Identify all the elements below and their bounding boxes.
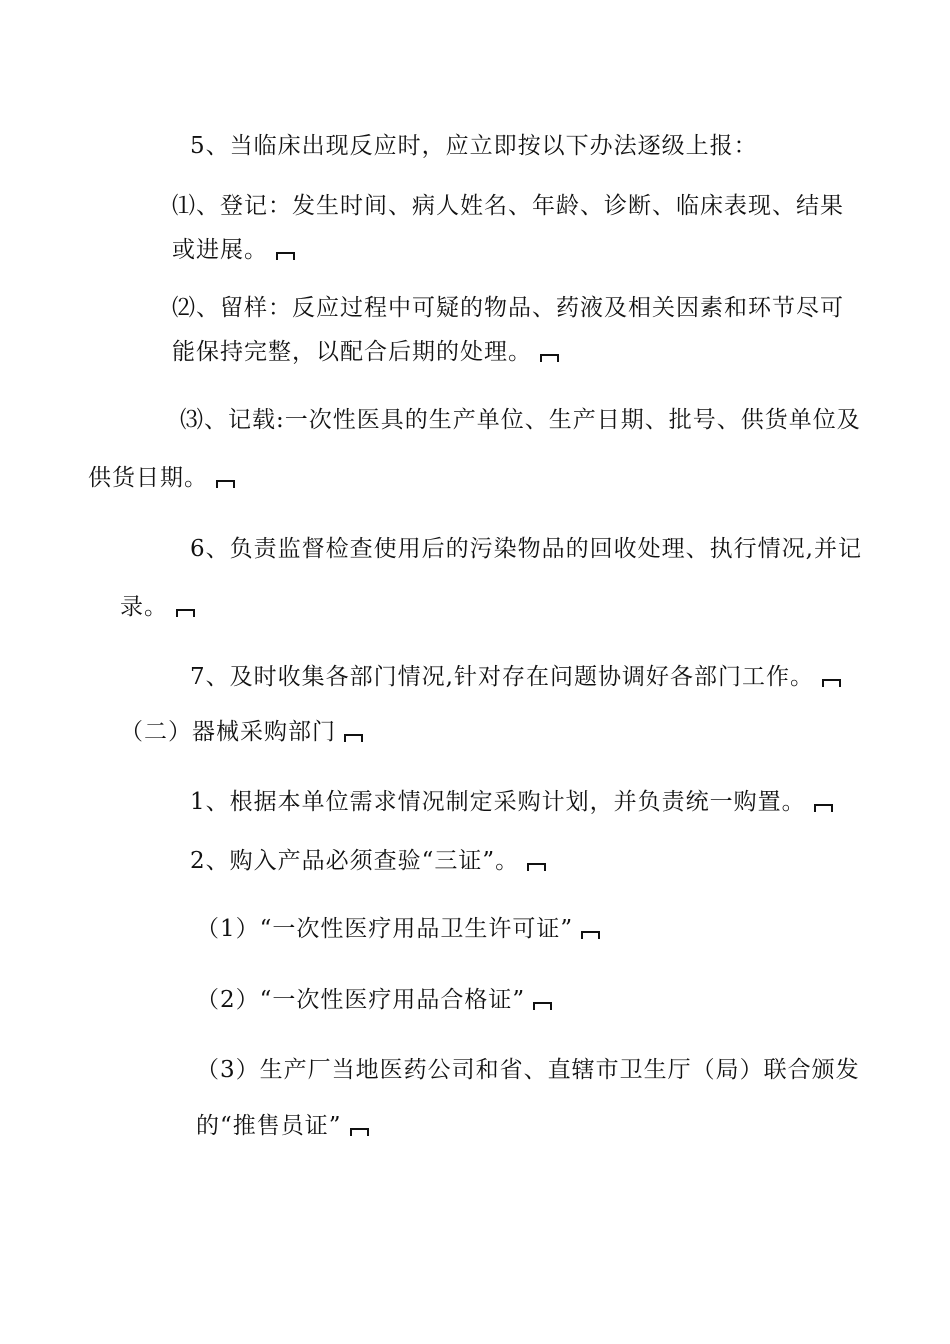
line-text: ⑵、留样：反应过程中可疑的物品、药液及相关因素和环节尽可	[172, 295, 844, 321]
line-text: 的“推售员证”	[196, 1113, 342, 1139]
paragraph-line-2	[172, 190, 844, 222]
paragraph-line-10	[190, 661, 841, 693]
paragraph-mark-icon	[814, 804, 833, 812]
paragraph-line-17	[196, 1110, 369, 1142]
line-text: 能保持完整，以配合后期的处理。	[172, 339, 532, 365]
line-text: 1、根据本单位需求情况制定采购计划，并负责统一购置。	[190, 789, 806, 815]
line-text: （1）“一次性医疗用品卫生许可证”	[196, 916, 574, 942]
paragraph-mark-icon	[276, 252, 295, 260]
section-heading	[120, 716, 363, 748]
line-text: 7、及时收集各部门情况,针对存在问题协调好各部门工作。	[190, 664, 814, 690]
paragraph-line-9	[120, 591, 195, 623]
paragraph-mark-icon	[527, 863, 546, 871]
paragraph-line-8	[190, 533, 862, 565]
paragraph-line-14	[196, 913, 600, 945]
paragraph-mark-icon	[540, 354, 559, 362]
paragraph-mark-icon	[176, 609, 195, 617]
paragraph-line-1	[190, 130, 758, 162]
paragraph-mark-icon	[822, 679, 841, 687]
paragraph-mark-icon	[533, 1002, 552, 1010]
paragraph-line-15	[196, 984, 552, 1016]
line-text: 或进展。	[172, 237, 268, 263]
line-text: 录。	[120, 594, 168, 620]
line-text: 供货日期。	[88, 465, 208, 491]
line-text: （二）器械采购部门	[120, 719, 336, 745]
paragraph-line-12	[190, 786, 833, 818]
paragraph-line-5	[172, 336, 559, 368]
paragraph-line-16	[196, 1054, 860, 1086]
line-text: ⑶、记载:一次性医具的生产单位、生产日期、批号、供货单位及	[180, 407, 861, 433]
paragraph-mark-icon	[581, 931, 600, 939]
line-text: （2）“一次性医疗用品合格证”	[196, 987, 526, 1013]
line-text: 2、购入产品必须查验“三证”。	[190, 848, 520, 874]
paragraph-line-6	[180, 404, 861, 436]
paragraph-line-3	[172, 234, 295, 266]
paragraph-line-4	[172, 292, 844, 324]
paragraph-mark-icon	[344, 734, 363, 742]
line-text: ⑴、登记：发生时间、病人姓名、年龄、诊断、临床表现、结果	[172, 193, 844, 219]
paragraph-line-7	[88, 462, 235, 494]
paragraph-mark-icon	[216, 480, 235, 488]
paragraph-line-13	[190, 845, 546, 877]
line-text: 6、负责监督检查使用后的污染物品的回收处理、执行情况,并记	[190, 536, 862, 562]
line-text: 5、当临床出现反应时，应立即按以下办法逐级上报：	[190, 133, 758, 159]
line-text: （3）生产厂当地医药公司和省、直辖市卫生厅（局）联合颁发	[196, 1057, 860, 1083]
paragraph-mark-icon	[350, 1128, 369, 1136]
